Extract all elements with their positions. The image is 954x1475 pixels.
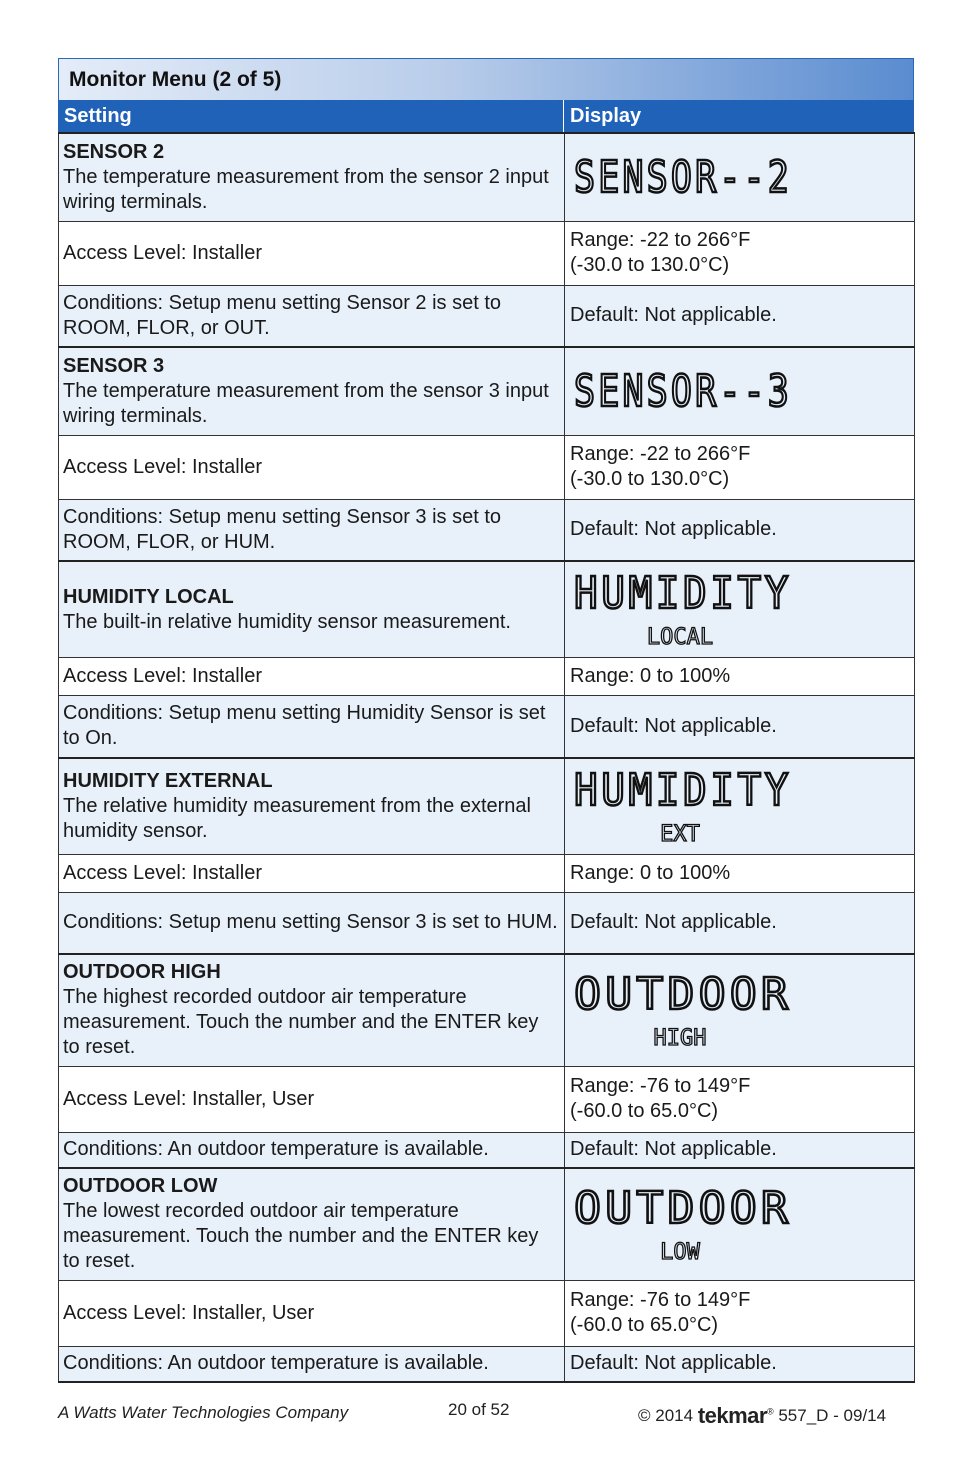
setting-cell — [59, 561, 565, 658]
lcd-main-text: OUTDOOR — [574, 1182, 792, 1234]
range-line: Range: -22 to 266°F — [570, 443, 751, 465]
setting-cell — [59, 954, 565, 1066]
setting-name: SENSOR 3 — [63, 354, 165, 377]
footer-copyright: © 2014 — [638, 1406, 694, 1425]
display-cell — [565, 1168, 915, 1280]
conditions-row — [59, 1346, 915, 1382]
lcd-sub-text: HIGH — [653, 1025, 707, 1051]
column-header-row — [58, 100, 914, 132]
conditions: Conditions: Setup menu setting Sensor 3 is set to ROOM, FLOR, or HUM. — [59, 499, 565, 561]
range-cell — [565, 435, 915, 499]
default-value: Default: Not applicable. — [565, 892, 915, 954]
lcd-display-graphic — [570, 146, 870, 202]
lcd-main-text: HUMIDITY — [574, 764, 792, 816]
lcd-sub-text: LOCAL — [646, 625, 714, 650]
conditions-row — [59, 499, 915, 561]
setting-description: The temperature measurement from the sensor 2 input wiring terminals. — [63, 165, 549, 213]
range-line: Range: -22 to 266°F — [570, 229, 751, 251]
lcd-sub-text: LOW — [660, 1239, 700, 1265]
footer-company: A Watts Water Technologies Company — [58, 1403, 349, 1422]
range-line: Range: -76 to 149°F — [570, 1289, 751, 1311]
access-row — [59, 435, 915, 499]
setting-description: The highest recorded outdoor air temperature measurement. Touch the number and the ENTER key to reset. — [63, 986, 539, 1059]
setting-row — [59, 561, 915, 658]
column-header-display: Display — [570, 105, 642, 127]
lcd-main-text: SENSOR--3 — [574, 365, 792, 416]
access-row — [59, 221, 915, 285]
lcd-display-graphic — [570, 562, 870, 650]
setting-cell — [59, 133, 565, 221]
setting-name: OUTDOOR LOW — [63, 1175, 218, 1198]
display-cell — [565, 347, 915, 435]
access-level: Access Level: Installer — [59, 221, 565, 285]
lcd-display-graphic — [570, 759, 870, 847]
tekmar-logo: tekmar — [697, 1403, 767, 1428]
range-cell — [565, 854, 915, 892]
conditions-row — [59, 696, 915, 758]
access-row — [59, 1280, 915, 1346]
conditions: Conditions: An outdoor temperature is available. — [59, 1132, 565, 1168]
range-line: Range: -76 to 149°F — [570, 1075, 751, 1097]
setting-row — [59, 1168, 915, 1280]
lcd-main-text: HUMIDITY — [574, 568, 792, 619]
access-level: Access Level: Installer — [59, 854, 565, 892]
lcd-main-text: SENSOR--2 — [574, 151, 792, 202]
access-level: Access Level: Installer, User — [59, 1280, 565, 1346]
range-line: (-60.0 to 65.0°C) — [570, 1100, 719, 1122]
settings-table — [58, 132, 915, 1383]
setting-name: OUTDOOR HIGH — [63, 961, 221, 984]
lcd-display-graphic — [570, 1177, 870, 1265]
lcd-sub-text: EXT — [660, 821, 700, 847]
conditions: Conditions: Setup menu setting Humidity Sensor is set to On. — [59, 696, 565, 758]
display-cell — [565, 133, 915, 221]
setting-cell — [59, 347, 565, 435]
menu-title: Monitor Menu (2 of 5) — [58, 58, 914, 100]
conditions-row — [59, 892, 915, 954]
footer-doc-code: 557_D - 09/14 — [778, 1406, 887, 1425]
range-cell — [565, 1280, 915, 1346]
display-cell — [565, 954, 915, 1066]
setting-name: HUMIDITY LOCAL — [63, 585, 234, 608]
column-header-setting: Setting — [59, 100, 564, 132]
display-cell — [565, 758, 915, 855]
access-row — [59, 854, 915, 892]
setting-description: The built-in relative humidity sensor measurement. — [63, 610, 511, 633]
setting-name: SENSOR 2 — [63, 140, 165, 163]
range-cell — [565, 658, 915, 696]
footer-copyright-block — [638, 1403, 886, 1429]
lcd-main-text: OUTDOOR — [574, 968, 792, 1020]
default-value: Default: Not applicable. — [565, 285, 915, 347]
registered-mark: ® — [766, 1406, 774, 1417]
range-line: Range: 0 to 100% — [570, 861, 731, 884]
default-value: Default: Not applicable. — [565, 1346, 915, 1382]
setting-cell — [59, 1168, 565, 1280]
access-level: Access Level: Installer — [59, 658, 565, 696]
conditions: Conditions: An outdoor temperature is available. — [59, 1346, 565, 1382]
setting-row — [59, 758, 915, 855]
access-row — [59, 1066, 915, 1132]
lcd-display-graphic — [570, 963, 870, 1051]
setting-row — [59, 133, 915, 221]
range-line: (-60.0 to 65.0°C) — [570, 1314, 719, 1336]
access-row — [59, 658, 915, 696]
range-line: (-30.0 to 130.0°C) — [570, 468, 730, 490]
footer-page-number: 20 of 52 — [448, 1400, 510, 1419]
default-value: Default: Not applicable. — [565, 499, 915, 561]
range-cell — [565, 221, 915, 285]
range-cell — [565, 1066, 915, 1132]
conditions: Conditions: Setup menu setting Sensor 2 is set to ROOM, FLOR, or OUT. — [59, 285, 565, 347]
setting-description: The temperature measurement from the sensor 3 input wiring terminals. — [63, 379, 549, 427]
setting-description: The lowest recorded outdoor air temperature measurement. Touch the number and the ENTER key to reset. — [63, 1200, 539, 1273]
range-line: (-30.0 to 130.0°C) — [570, 254, 730, 276]
setting-cell — [59, 758, 565, 855]
default-value: Default: Not applicable. — [565, 696, 915, 758]
conditions-row — [59, 1132, 915, 1168]
monitor-menu-table — [58, 58, 914, 1383]
conditions: Conditions: Setup menu setting Sensor 3 is set to HUM. — [59, 892, 565, 954]
access-level: Access Level: Installer, User — [59, 1066, 565, 1132]
setting-description: The relative humidity measurement from the external humidity sensor. — [63, 794, 531, 842]
default-value: Default: Not applicable. — [565, 1132, 915, 1168]
range-line: Range: 0 to 100% — [570, 665, 731, 687]
setting-row — [59, 954, 915, 1066]
setting-name: HUMIDITY EXTERNAL — [63, 769, 273, 792]
display-cell — [565, 561, 915, 658]
setting-row — [59, 347, 915, 435]
conditions-row — [59, 285, 915, 347]
access-level: Access Level: Installer — [59, 435, 565, 499]
lcd-display-graphic — [570, 360, 870, 416]
